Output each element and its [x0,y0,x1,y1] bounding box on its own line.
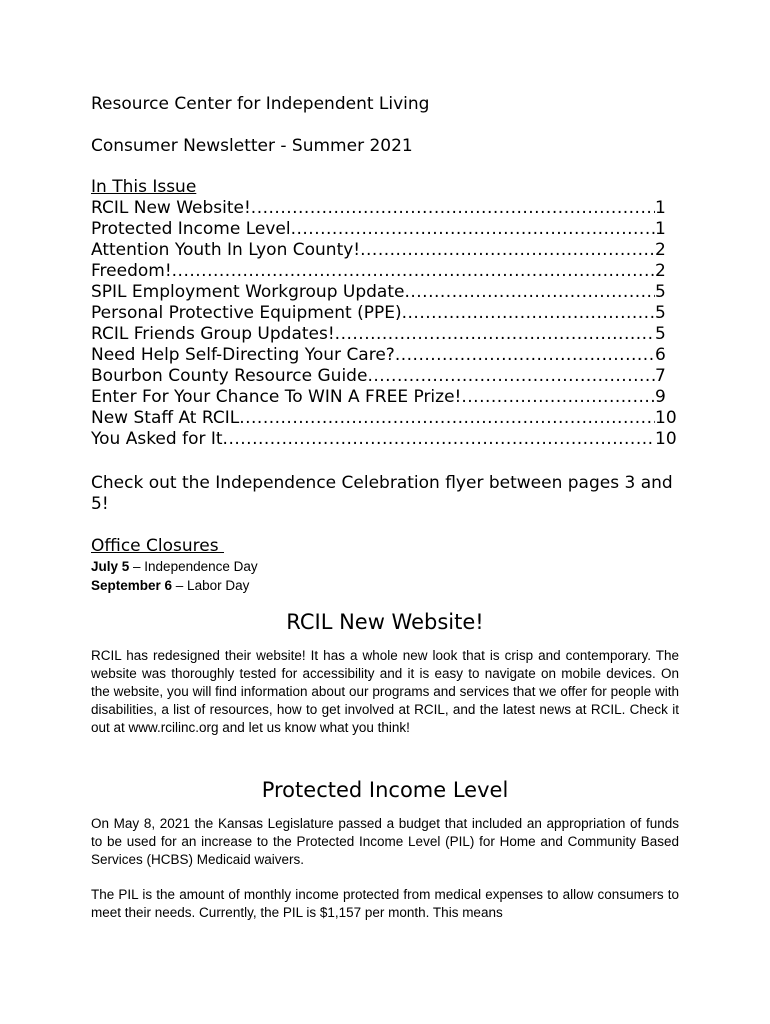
toc-item-title: Personal Protective Equipment (PPE) [91,303,402,323]
toc-item-title: Bourbon County Resource Guide [91,366,368,386]
toc-dot-leader [172,261,655,282]
closure-item [91,576,679,595]
toc-item-title: New Staff At RCIL [91,408,240,428]
toc-item[interactable] [91,366,679,387]
pil-section-title: Protected Income Level [261,778,509,802]
toc-item[interactable] [91,408,679,429]
toc-item-title: Protected Income Level [91,219,291,239]
toc-item[interactable] [91,219,679,240]
toc-dot-leader [291,219,655,240]
office-closures-heading: Office Closures [91,536,224,556]
toc-dot-leader [402,303,655,324]
toc-item-page: 2 [655,261,666,281]
toc-item-page: 1 [655,198,666,218]
closure-holiday: – Labor Day [172,578,250,593]
closure-date: July 5 [91,559,130,574]
toc-dot-leader [223,429,655,450]
newsletter-title: Consumer Newsletter - Summer 2021 [91,136,413,156]
toc-item-page: 9 [655,387,666,407]
website-section-body: RCIL has redesigned their website! It has a whole new look that is crisp and contemporary. The website was thoroughly tested for accessibility and it is easy to navigate on mobile devices. On the website, you will find information about our programs and services that we offer for people with disabilities, a list of resources, how to get involved at RCIL, and the latest news at RCIL. Check it out at www.rcilinc.org and let us know what you think! [91,648,679,735]
toc-dot-leader [335,324,655,345]
website-section-title: RCIL New Website! [286,610,484,634]
closure-holiday: – Independence Day [129,559,258,574]
toc-dot-leader [461,387,655,408]
toc-item-page: 6 [655,345,666,365]
closure-item [91,557,679,576]
toc-dot-leader [360,240,655,261]
toc-dot-leader [251,198,655,219]
pil-paragraph-1: On May 8, 2021 the Kansas Legislature passed a budget that included an appropriation of funds to be used for an increase to the Protected Income Level (PIL) for Home and Community Based Services (HCBS) Medicaid waivers. [91,816,679,867]
toc-dot-leader [395,345,655,366]
toc-item[interactable] [91,282,679,303]
toc-item-page: 5 [655,324,666,344]
office-closures [91,536,679,595]
toc-item[interactable] [91,324,679,345]
toc-item-title: Attention Youth In Lyon County! [91,240,361,260]
toc-item-page: 10 [655,408,677,428]
toc-item-page: 5 [655,303,666,323]
toc-dot-leader [239,408,655,429]
table-of-contents [91,177,679,450]
pil-paragraph-2: The PIL is the amount of monthly income protected from medical expenses to allow consumers to meet their needs. Currently, the PIL is $1,157 per month. This means [91,887,679,920]
toc-dot-leader [404,282,655,303]
toc-item-title: Enter For Your Chance To WIN A FREE Prize! [91,387,462,407]
toc-item-page: 2 [655,240,666,260]
celebration-note: Check out the Independence Celebration flyer between pages 3 and 5! [91,473,673,514]
toc-dot-leader [367,366,655,387]
organization-name: Resource Center for Independent Living [91,94,430,114]
toc-item-title: RCIL New Website! [91,198,251,218]
toc-item-title: RCIL Friends Group Updates! [91,324,335,344]
toc-item-title: Freedom! [91,261,172,281]
toc-item-page: 10 [655,429,677,449]
toc-item[interactable] [91,303,679,324]
toc-item[interactable] [91,198,679,219]
toc-item-title: You Asked for It [91,429,223,449]
toc-item[interactable] [91,345,679,366]
toc-item[interactable] [91,240,679,261]
toc-item[interactable] [91,429,679,450]
toc-item-page: 5 [655,282,666,302]
toc-item-page: 1 [655,219,666,239]
toc-item-title: Need Help Self-Directing Your Care? [91,345,395,365]
toc-heading: In This Issue [91,177,197,197]
closure-date: September 6 [91,578,173,593]
toc-item-title: SPIL Employment Workgroup Update [91,282,405,302]
toc-item[interactable] [91,261,679,282]
toc-item[interactable] [91,387,679,408]
toc-item-page: 7 [655,366,666,386]
